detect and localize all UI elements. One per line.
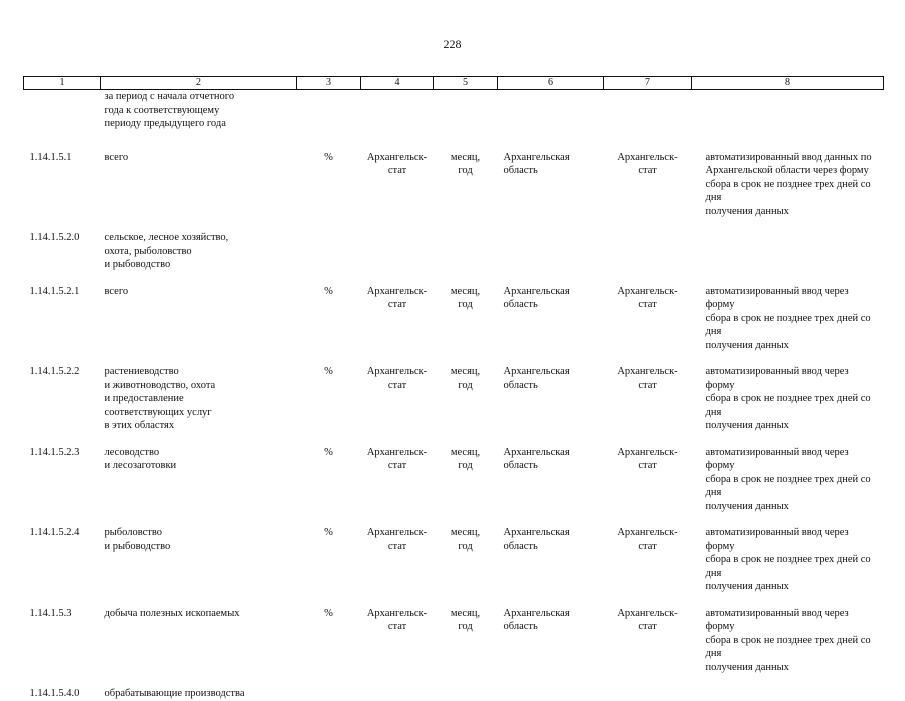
cell-unit: % (324, 285, 333, 297)
cell-empty (434, 90, 498, 151)
cell-responsible: Архангельск- стат (617, 607, 678, 632)
cell-period (434, 231, 498, 285)
header-row (24, 77, 884, 90)
cell-source: Архангельск- стат (366, 366, 428, 391)
cell-code: 1.14.1.5.2.2 (29, 366, 80, 377)
cell-territory (498, 687, 604, 701)
cell-name: добыча полезных ископаемых (104, 607, 240, 619)
table-row (24, 687, 884, 701)
cell-name: сельское, лесное хозяйство, охота, рыболовство и рыбоводство (104, 232, 229, 270)
table-body (24, 90, 884, 701)
cell-territory: Архангельская область (503, 151, 570, 176)
cell-period: месяц, год (450, 446, 481, 471)
cell-empty (297, 90, 361, 151)
cell-period: месяц, год (450, 366, 481, 391)
cell-source: Архангельск- стат (366, 151, 428, 176)
cell-unit: % (324, 366, 333, 377)
cell-code: 1.14.1.5.4.0 (29, 688, 80, 699)
table-row (24, 285, 884, 366)
cell-name: за период с начала отчетного года к соответствующему периоду предыдущего года (104, 91, 235, 129)
cell-period: месяц, год (450, 527, 481, 552)
cell-code: 1.14.1.5.2.4 (29, 527, 80, 538)
table-row (24, 526, 884, 607)
cell-unit: % (324, 446, 333, 458)
cell-source (361, 231, 434, 285)
cell-source: Архангельск- стат (366, 527, 428, 552)
cell-unit (297, 231, 361, 285)
cell-empty (361, 90, 434, 151)
header-col-5: 5 (434, 77, 498, 90)
cell-territory: Архангельская область (503, 285, 570, 310)
cell-territory: Архангельская область (503, 607, 570, 632)
header-col-4: 4 (361, 77, 434, 90)
cell-code: 1.14.1.5.1 (29, 151, 72, 163)
page-number: 228 (443, 37, 462, 51)
cell-method: автоматизированный ввод через форму сбора в срок не позднее трех дней со дня получения данных (705, 446, 871, 512)
table-row (24, 607, 884, 688)
cell-territory: Архангельская область (503, 366, 570, 391)
cell-source: Архангельск- стат (366, 446, 428, 471)
header-col-8: 8 (692, 77, 884, 90)
cell-code (24, 90, 101, 151)
cell-code: 1.14.1.5.3 (29, 607, 72, 619)
cell-method: автоматизированный ввод через форму сбора в срок не позднее трех дней со дня получения данных (705, 285, 871, 351)
cell-territory: Архангельская область (503, 446, 570, 471)
cell-name: рыболовство и рыбоводство (104, 527, 171, 552)
header-col-3: 3 (297, 77, 361, 90)
cell-name: лесоводство и лесозаготовки (104, 446, 177, 471)
cell-period: месяц, год (450, 607, 481, 632)
cell-name: всего (104, 151, 129, 163)
cell-code: 1.14.1.5.2.1 (29, 285, 80, 297)
cell-responsible: Архангельск- стат (617, 527, 678, 552)
cell-territory: Архангельская область (503, 527, 570, 552)
cell-responsible (604, 231, 692, 285)
cell-empty (692, 90, 884, 151)
cell-name: растениеводство и животноводство, охота и предоставление соответствующих услуг в этих областях (104, 366, 216, 431)
cell-name: всего (104, 285, 129, 297)
cell-responsible (604, 687, 692, 701)
cell-name: обрабатывающие производства (104, 688, 245, 699)
header-col-2: 2 (101, 77, 297, 90)
cell-responsible: Архангельск- стат (617, 366, 678, 391)
cell-period: месяц, год (450, 151, 481, 176)
table-header (24, 77, 884, 90)
table-row (24, 365, 884, 446)
cell-method: автоматизированный ввод через форму сбора в срок не позднее трех дней со дня получения данных (705, 366, 871, 431)
cell-method (692, 687, 884, 701)
cell-source (361, 687, 434, 701)
indicator-table (23, 76, 884, 701)
cell-empty (604, 90, 692, 151)
cell-empty (498, 90, 604, 151)
cell-code: 1.14.1.5.2.3 (29, 446, 80, 458)
header-col-6: 6 (498, 77, 604, 90)
table-row (24, 231, 884, 285)
continuation-row (24, 90, 884, 151)
table-row (24, 151, 884, 232)
cell-period: месяц, год (450, 285, 481, 310)
cell-responsible: Архангельск- стат (617, 285, 678, 310)
cell-method: автоматизированный ввод данных по Архангельской области через форму сбора в срок не позднее трех дней со дня получения данных (705, 151, 872, 217)
cell-unit (297, 687, 361, 701)
cell-territory (498, 231, 604, 285)
cell-period (434, 687, 498, 701)
cell-responsible: Архангельск- стат (617, 446, 678, 471)
cell-unit: % (324, 151, 333, 163)
cell-method: автоматизированный ввод через форму сбора в срок не позднее трех дней со дня получения данных (705, 607, 871, 673)
cell-method: автоматизированный ввод через форму сбора в срок не позднее трех дней со дня получения данных (705, 527, 871, 592)
cell-code: 1.14.1.5.2.0 (29, 232, 80, 243)
cell-unit: % (324, 527, 333, 538)
cell-source: Архангельск- стат (366, 285, 428, 310)
cell-unit: % (324, 607, 333, 619)
table-row (24, 446, 884, 527)
header-col-7: 7 (604, 77, 692, 90)
cell-responsible: Архангельск- стат (617, 151, 678, 176)
cell-source: Архангельск- стат (366, 607, 428, 632)
cell-method (692, 231, 884, 285)
header-col-1: 1 (24, 77, 101, 90)
